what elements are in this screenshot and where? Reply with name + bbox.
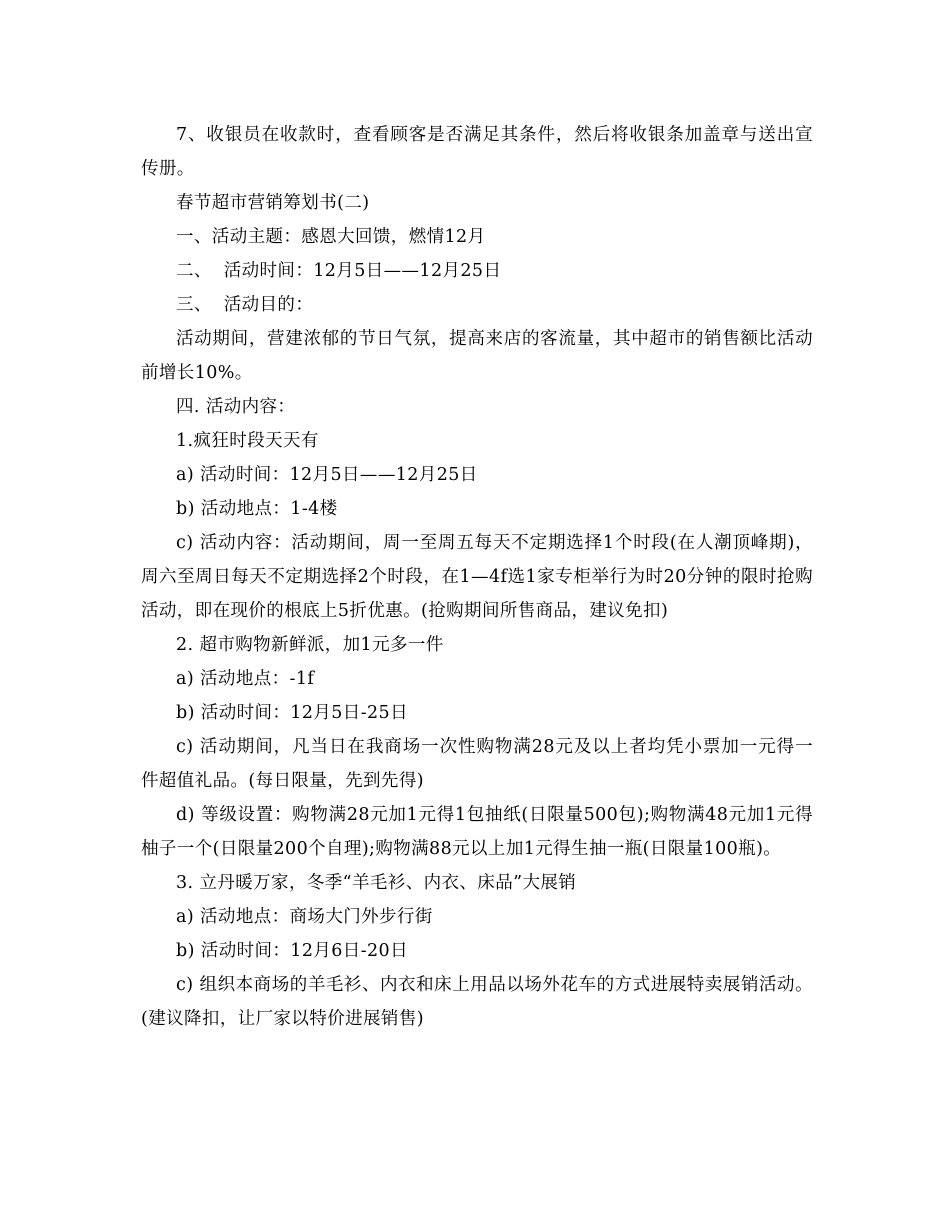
paragraph-item-3b: b) 活动时间：12月6日-20日 [176, 941, 408, 961]
paragraph-item-1c: c) 活动内容：活动期间，周一至周五每天不定期选择1个时段(在人潮顶峰期)，周六至周日每天不定期选择2个时段，在1—4f选1家专柜举行为时20分钟的限时抢购活动，即在现价的根底上5折优惠。(抢购期间所售商品，建议免扣) [141, 533, 813, 621]
paragraph-time: 二、 活动时间：12月5日——12月25日 [176, 261, 502, 281]
paragraph-item-2a: a) 活动地点：-1f [176, 669, 315, 689]
paragraph-item-2d: d) 等级设置：购物满28元加1元得1包抽纸(日限量500包);购物满48元加1元得柚子一个(日限量200个自理);购物满88元以上加1元得生抽一瓶(日限量100瓶)。 [141, 805, 813, 859]
paragraph-item-1: 1.疯狂时段天天有 [176, 431, 319, 451]
paragraph-content-heading: 四. 活动内容： [176, 397, 296, 417]
paragraph-item-1a: a) 活动时间：12月5日——12月25日 [176, 465, 478, 485]
paragraph-item-1b: b) 活动地点：1-4楼 [176, 499, 338, 519]
paragraph-item-2b: b) 活动时间：12月5日-25日 [176, 703, 408, 723]
paragraph-item-2c: c) 活动期间，凡当日在我商场一次性购物满28元及以上者均凭小票加一元得一件超值礼品。(每日限量，先到先得) [141, 737, 813, 791]
paragraph-purpose-heading: 三、 活动目的： [176, 295, 314, 315]
document-body [141, 118, 813, 1036]
paragraph-theme: 一、活动主题：感恩大回馈，燃情12月 [176, 227, 486, 247]
paragraph-item-3a: a) 活动地点：商场大门外步行街 [176, 907, 433, 927]
paragraph-purpose: 活动期间，营建浓郁的节日气氛，提高来店的客流量，其中超市的销售额比活动前增长10%。 [141, 329, 813, 383]
paragraph-item-3: 3. 立丹暖万家，冬季“羊毛衫、内衣、床品”大展销 [176, 873, 577, 893]
paragraph-item-3c: c) 组织本商场的羊毛衫、内衣和床上用品以场外花车的方式进展特卖展销活动。(建议降扣，让厂家以特价进展销售) [141, 975, 813, 1029]
paragraph-cashier-step-7: 7、收银员在收款时，查看顾客是否满足其条件，然后将收银条加盖章与送出宣传册。 [141, 125, 813, 179]
paragraph-item-2: 2. 超市购物新鲜派，加1元多一件 [176, 635, 444, 655]
section-title: 春节超市营销筹划书(二) [176, 193, 370, 213]
